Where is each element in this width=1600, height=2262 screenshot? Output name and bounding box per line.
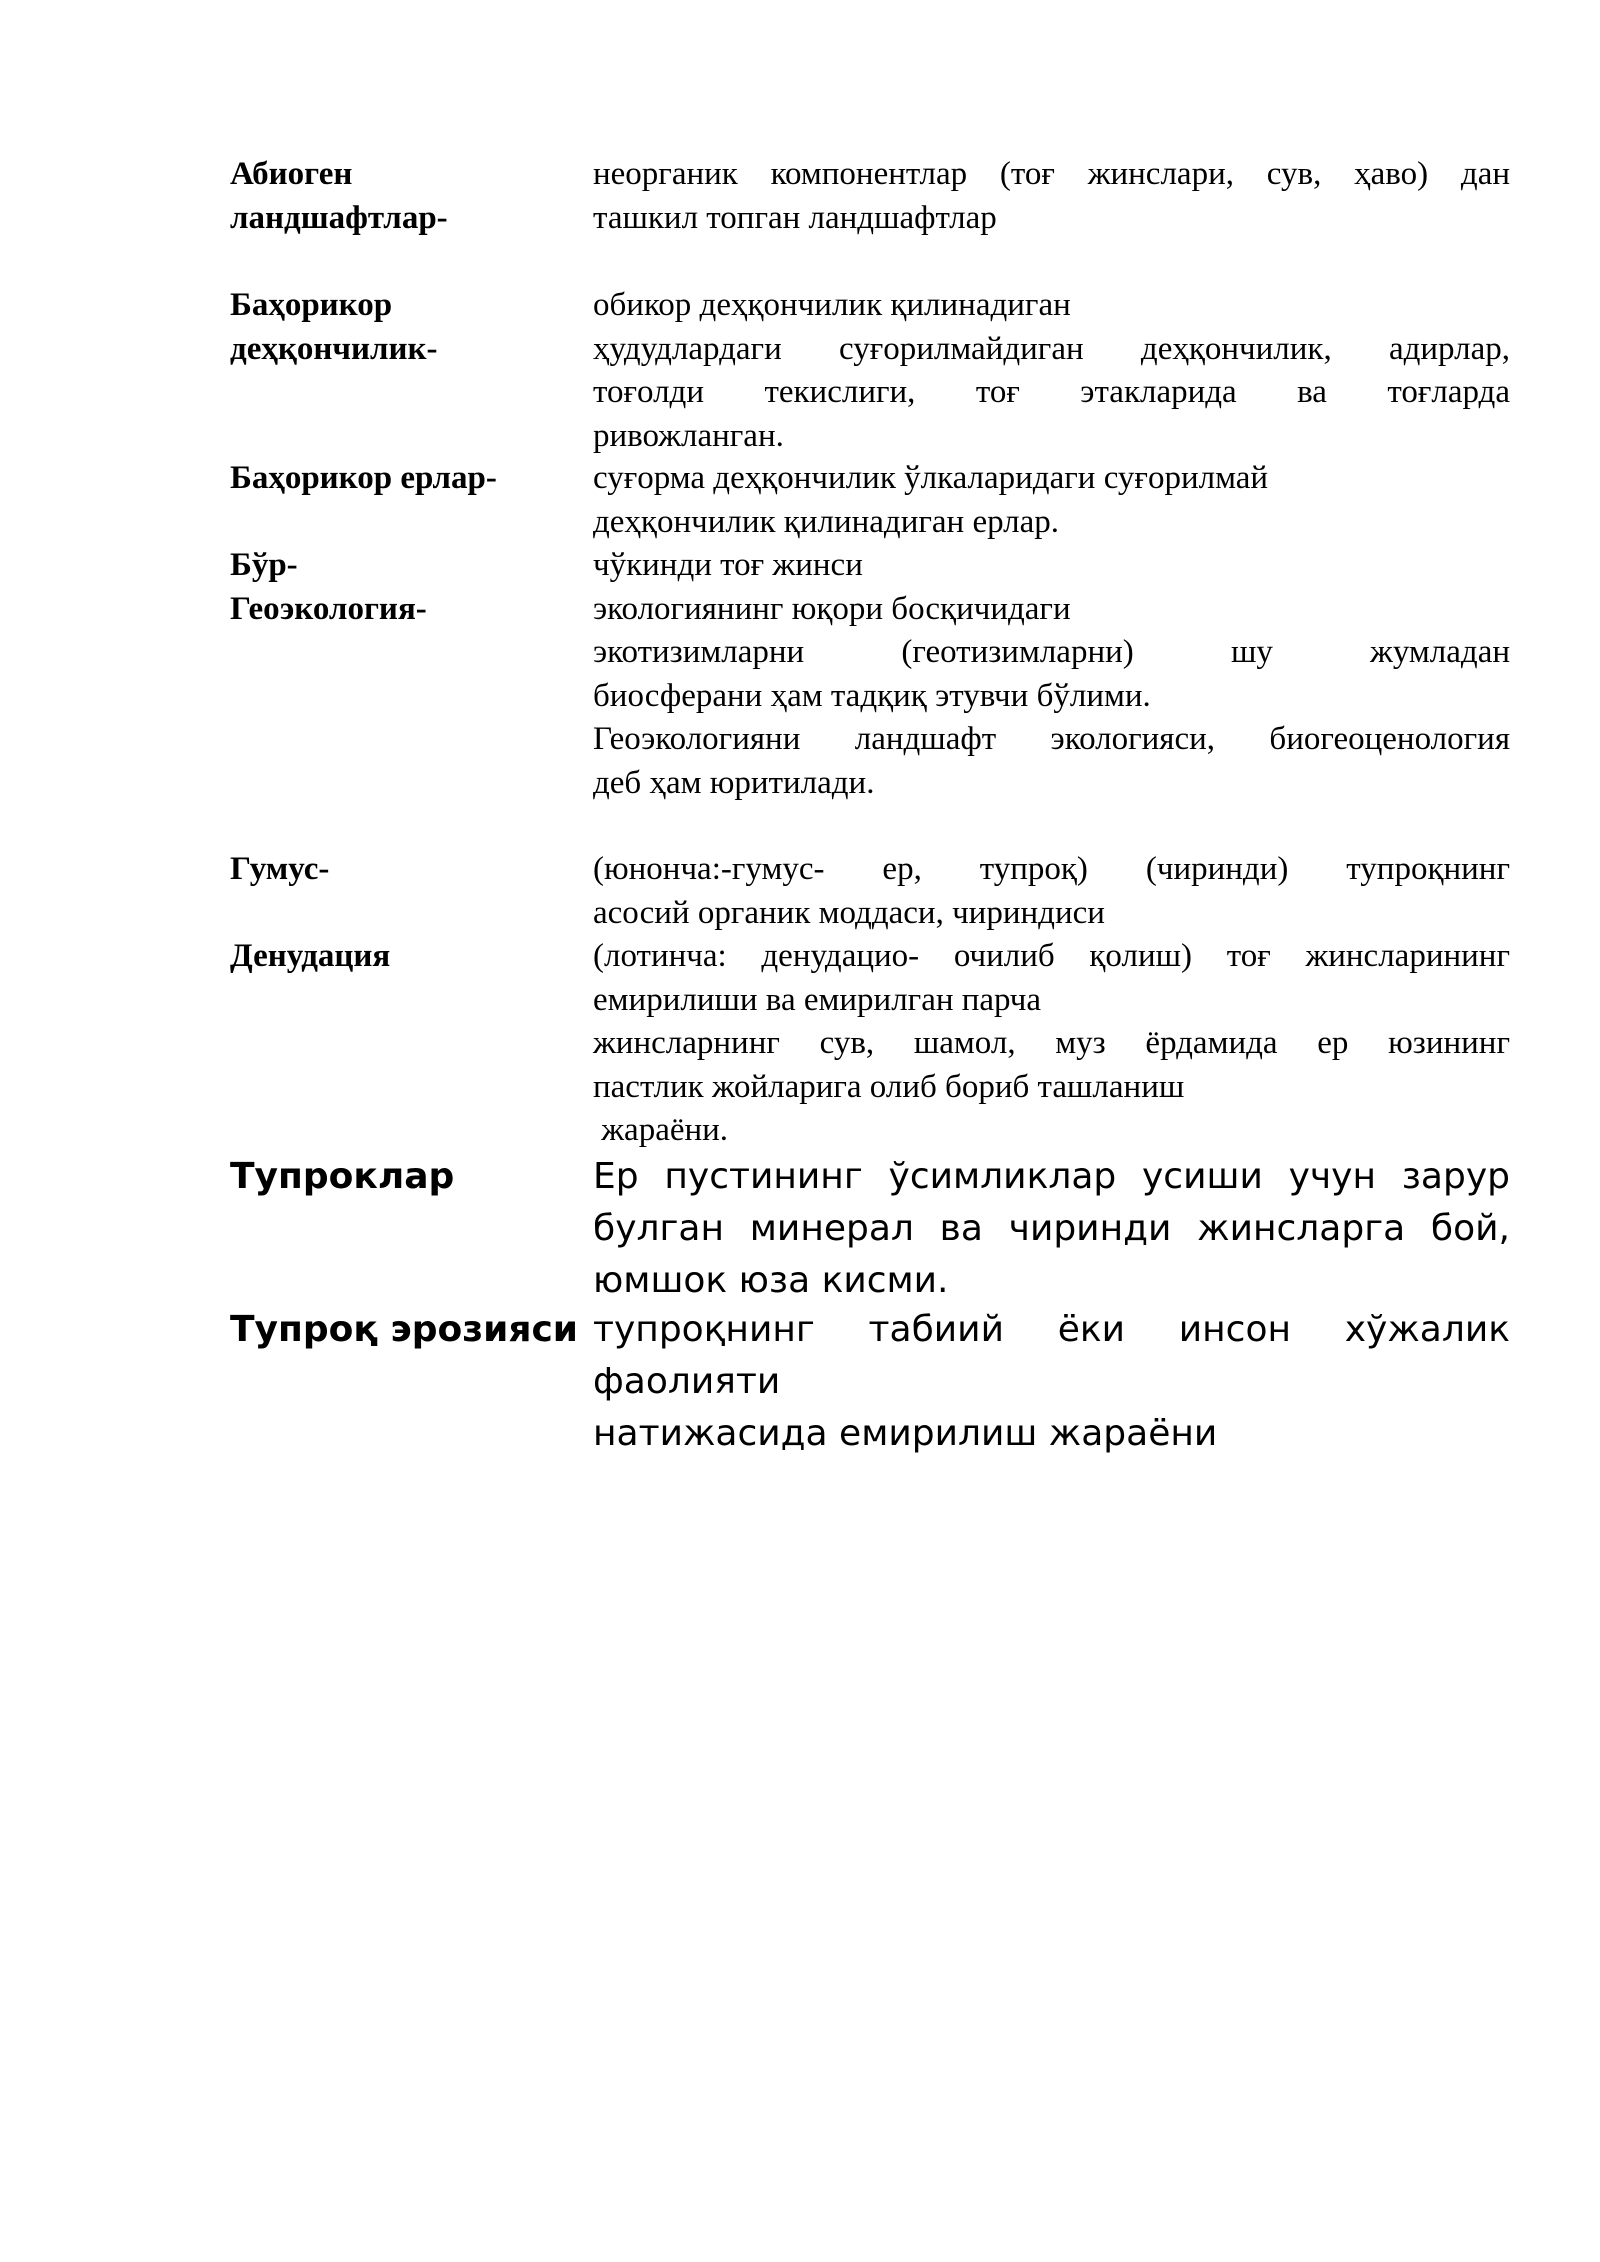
entry-term xyxy=(230,153,590,240)
term-line: деҳқончилик- xyxy=(230,330,438,367)
definition-line: жараёни. xyxy=(593,1112,729,1148)
entry-term xyxy=(230,1304,590,1356)
definition-line: тоғолди текислиги, тоғ этакларида ва тоғларда xyxy=(593,374,1510,410)
entry-definition xyxy=(593,848,1510,935)
definition-line: Ер пустининг ўсимликлар усиши учун зарур xyxy=(593,1156,1510,1197)
definition-line: биосферани ҳам тадқиқ этувчи бўлими. xyxy=(593,677,1151,714)
definition-line: юмшок юза кисми. xyxy=(593,1260,949,1301)
entry-term xyxy=(230,457,590,501)
definition-line: обикор деҳқончилик қилинадиган xyxy=(593,287,1071,323)
definition-line: ривожланган. xyxy=(593,417,784,454)
entry-definition xyxy=(593,1304,1510,1460)
entry-definition xyxy=(593,935,1510,1153)
definition-line: экологиянинг юқори босқичидаги xyxy=(593,590,1071,627)
term-line: Баҳорикор xyxy=(230,287,393,323)
entry-term xyxy=(230,1151,590,1203)
definition-line: булган минерал ва чиринди жинсларга бой, xyxy=(593,1208,1510,1249)
term-line: Баҳорикор ерлар- xyxy=(230,460,497,496)
definition-line: чўкинди тоғ жинси xyxy=(593,547,863,583)
entry-definition xyxy=(593,1151,1510,1307)
term-line: Абиоген xyxy=(230,156,353,192)
entry-term xyxy=(230,935,590,979)
term-line: Тупроклар xyxy=(230,1156,455,1197)
term-line: Бўр- xyxy=(230,547,298,583)
definition-line: тупроқнинг табиий ёки инсон хўжалик фаолияти xyxy=(593,1309,1510,1402)
entry-term xyxy=(230,544,590,631)
term-line: Тупроқ эрозияси xyxy=(230,1309,579,1350)
definition-line: суғорма деҳқончилик ўлкаларидаги суғорилмай xyxy=(593,460,1269,496)
definition-line: пастлик жойларига олиб бориб ташланиш xyxy=(593,1068,1185,1105)
definition-line: деб ҳам юритилади. xyxy=(593,764,875,801)
term-line: Гумус- xyxy=(230,851,330,887)
definition-line: жинсларнинг сув, шамол, муз ёрдамида ер юзининг xyxy=(593,1025,1510,1061)
definition-line: неорганик компонентлар (тоғ жинслари, сув, ҳаво) дан xyxy=(593,156,1510,192)
entry-term xyxy=(230,284,590,371)
term-line: Геоэкология- xyxy=(230,590,427,627)
entry-definition xyxy=(593,544,1510,805)
definition-line: деҳқончилик қилинадиган ерлар. xyxy=(593,503,1060,540)
definition-line: ташкил топган ландшафтлар xyxy=(593,199,997,236)
entry-definition xyxy=(593,457,1510,544)
definition-line: ҳудудлардаги суғорилмайдиган деҳқончилик, адирлар, xyxy=(593,330,1510,367)
definition-line: Геоэкологияни ландшафт экологияси, биогеоценология xyxy=(593,721,1510,757)
definition-line: (лотинча: денудацио- очилиб қолиш) тоғ жинсларининг xyxy=(593,938,1510,974)
definition-line: экотизимларни (геотизимларни) шу жумладан xyxy=(593,634,1510,670)
term-line: Денудация xyxy=(230,938,391,974)
definition-line: асосий органик моддаси, чириндиси xyxy=(593,894,1105,931)
entry-term xyxy=(230,848,590,892)
entry-definition xyxy=(593,153,1510,240)
definition-line: (юнонча:-гумус- ер, тупроқ) (чиринди) тупроқнинг xyxy=(593,851,1510,887)
definition-line: натижасида емирилиш жараёни xyxy=(593,1413,1218,1454)
definition-line: емирилиши ва емирилган парча xyxy=(593,981,1041,1018)
term-line: ландшафтлар- xyxy=(230,199,448,236)
entry-definition xyxy=(593,284,1510,458)
